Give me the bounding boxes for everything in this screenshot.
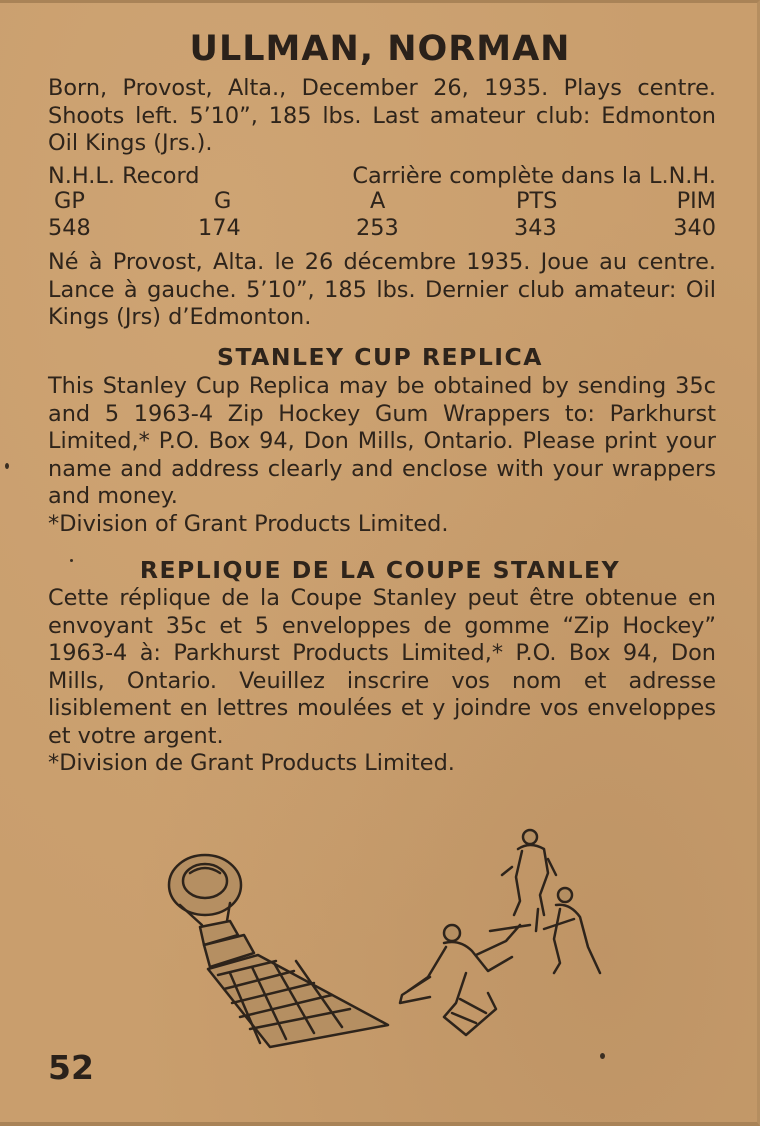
- record-header-g: G: [214, 188, 232, 214]
- record-value-pts: 343: [514, 215, 557, 241]
- record-header-gp: GP: [54, 188, 85, 214]
- stanley-cup-icon: [169, 855, 388, 1047]
- stanley-cup-footnote-french: *Division de Grant Products Limited.: [48, 750, 455, 776]
- record-header-pts: PTS: [516, 188, 558, 214]
- bio-french: Né à Provost, Alta. le 26 décembre 1935. Joue au centre. Lance à gauche. 5’10”, 185 lbs. Dernier club amateur: Oil Kings (Jrs) d’Edmonton.: [48, 249, 716, 330]
- stanley-cup-offer-french: [48, 585, 716, 778]
- stanley-cup-offer-english: [48, 373, 716, 538]
- print-speck: [600, 1053, 605, 1059]
- print-speck: [70, 559, 73, 562]
- record-header-a: A: [370, 188, 386, 214]
- record-header-pim: PIM: [676, 188, 716, 214]
- record-label-french: Carrière complète dans la L.N.H.: [352, 163, 716, 189]
- record-label-english: N.H.L. Record: [48, 163, 200, 189]
- stanley-cup-offer-english-body: This Stanley Cup Replica may be obtained by sending 35c and 5 1963-4 Zip Hockey Gum Wrappers to: Parkhurst Limited,* P.O. Box 94, Don Mills, Ontario. Please print your name and address clearly and enclose with your wrappers and money.: [48, 373, 716, 509]
- stanley-cup-footnote-english: *Division of Grant Products Limited.: [48, 510, 449, 537]
- print-speck: [5, 463, 9, 469]
- card-number: 52: [48, 1048, 94, 1087]
- stanley-cup-heading-french: REPLIQUE DE LA COUPE STANLEY: [139, 556, 621, 584]
- stanley-cup-offer-french-body: Cette réplique de la Coupe Stanley peut être obtenue en envoyant 35c et 5 enveloppes de gomme “Zip Hockey” 1963-4 à: Parkhurst Products Limited,* P.O. Box 94, Don Mills, Ontario. Veuillez inscrire vos nom et adresse lisiblement en lettres moulées et y joindre vos enveloppes et votre argent.: [48, 585, 716, 749]
- record-value-gp: 548: [48, 215, 91, 241]
- player-name: ULLMAN, NORMAN: [189, 29, 571, 69]
- bio-english: Born, Provost, Alta., December 26, 1935. Plays centre. Shoots left. 5’10”, 185 lbs. Last amateur club: Edmonton Oil Kings (Jrs.).: [48, 75, 716, 156]
- stanley-cup-heading-english: STANLEY CUP REPLICA: [217, 343, 543, 371]
- record-value-pim: 340: [673, 215, 716, 241]
- record-value-g: 174: [198, 215, 241, 241]
- record-value-a: 253: [356, 215, 399, 241]
- hockey-players-icon: [400, 830, 600, 1035]
- illustration: [160, 823, 620, 1053]
